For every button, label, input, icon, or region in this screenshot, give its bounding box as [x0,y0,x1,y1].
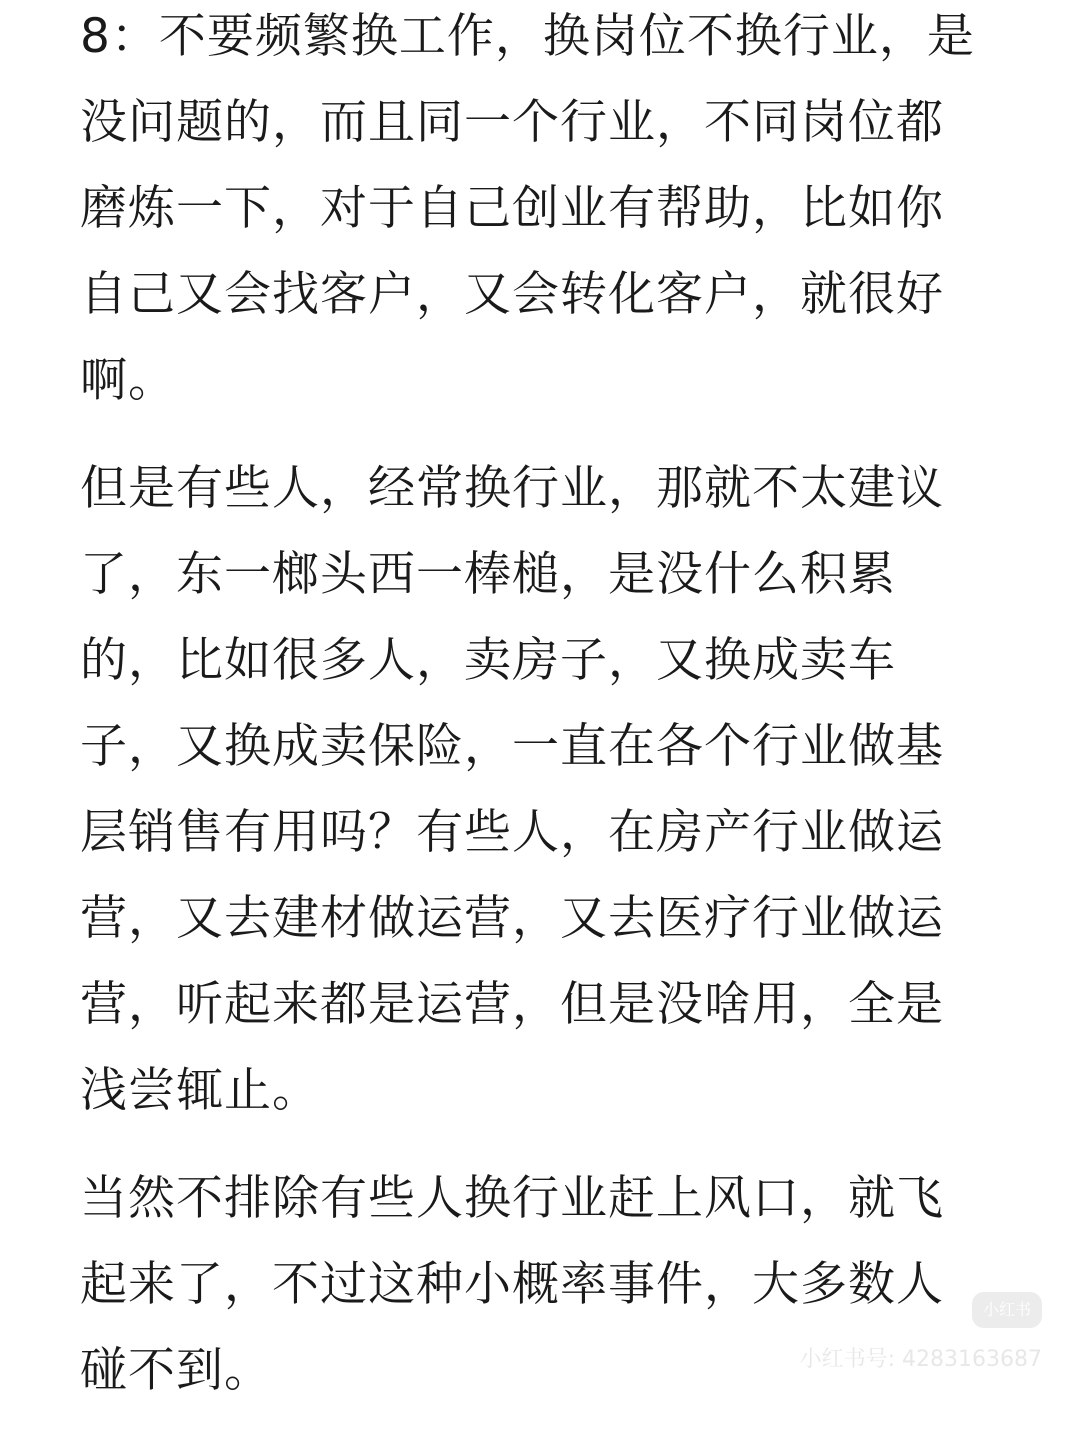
text-line: 层销售有用吗？有些人，在房产行业做运 [80,805,944,860]
text-line: 子，又换成卖保险，一直在各个行业做基 [80,719,944,774]
paragraph-1 [80,0,1010,424]
text-line: 没问题的，而且同一个行业，不同岗位都 [80,95,944,150]
paragraph-3 [80,1156,1010,1414]
text-line: 8：不要频繁换工作，换岗位不换行业，是 [80,9,975,64]
text-line: 起来了，不过这种小概率事件，大多数人 [80,1257,944,1312]
text-line: 营，听起来都是运营，但是没啥用，全是 [80,977,944,1032]
text-line: 当然不排除有些人换行业赶上风口，就飞 [80,1171,944,1226]
watermark-id: 小红书号: 4283163687 [799,1347,1042,1372]
text-line: 了，东一榔头西一棒槌，是没什么积累 [80,547,896,602]
watermark-logo: 小红书 [972,1292,1042,1328]
paragraph-2 [80,446,1010,1134]
text-line: 磨炼一下，对于自己创业有帮助，比如你 [80,181,944,236]
article-body [80,0,1010,1414]
text-line: 碰不到。 [80,1343,272,1398]
text-line: 营，又去建材做运营，又去医疗行业做运 [80,891,944,946]
text-line: 自己又会找客户，又会转化客户，就很好 [80,267,944,322]
text-line: 啊。 [80,353,176,408]
text-line: 的，比如很多人，卖房子，又换成卖车 [80,633,896,688]
text-line: 浅尝辄止。 [80,1063,320,1118]
text-line: 但是有些人，经常换行业，那就不太建议 [80,461,944,516]
